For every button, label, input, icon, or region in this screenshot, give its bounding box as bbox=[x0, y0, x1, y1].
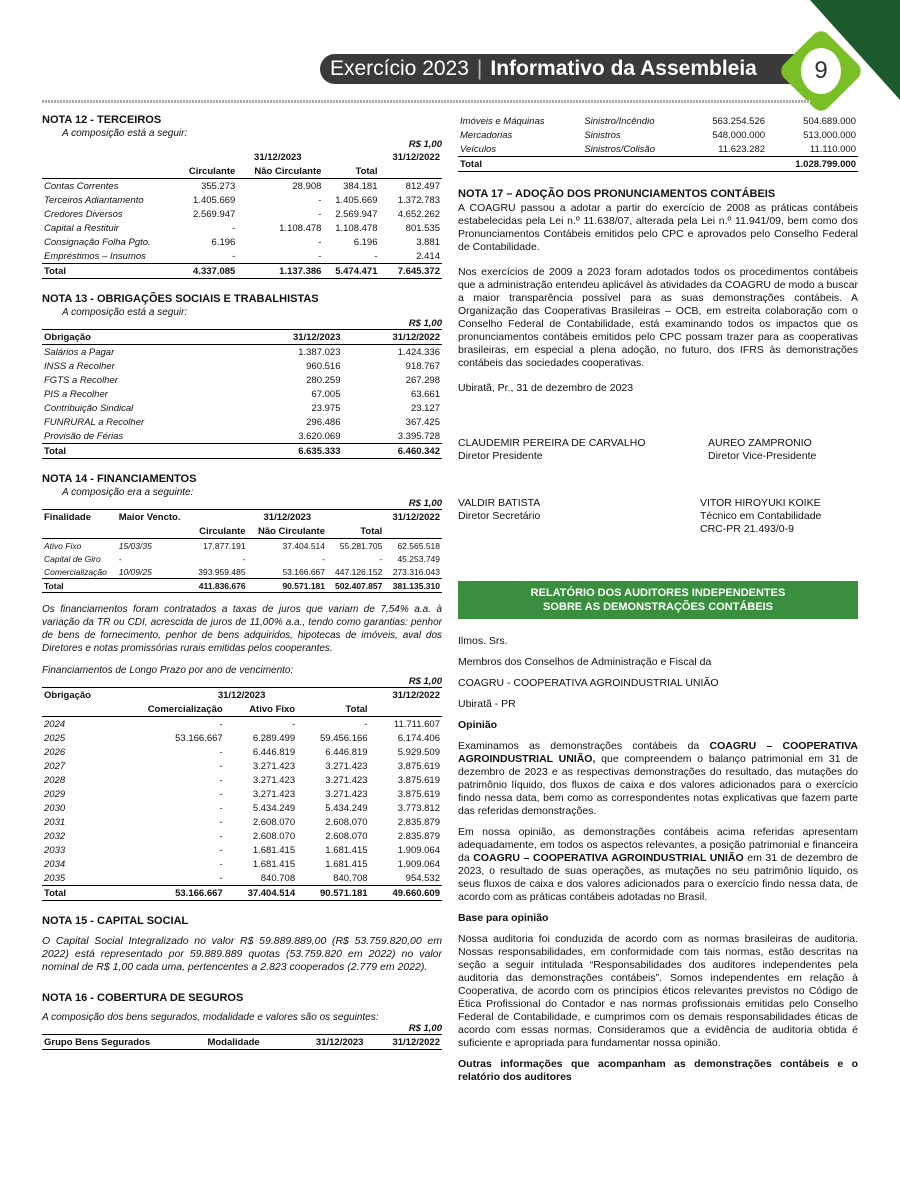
table-cell: 15/03/35 bbox=[118, 540, 152, 551]
table-row bbox=[42, 731, 442, 745]
table-cell: - bbox=[219, 760, 223, 772]
table-cell: 1.405.669 bbox=[335, 194, 378, 206]
table-cell: Imóveis e Máquinas bbox=[460, 115, 545, 127]
col-header: Total bbox=[355, 165, 378, 177]
table-cell: 67.005 bbox=[311, 388, 341, 400]
table-cell: 53.166.667 bbox=[282, 566, 325, 577]
table-cell: Sinistros/Colisão bbox=[584, 143, 655, 155]
left-column bbox=[42, 114, 442, 1050]
table-cell: Sinistro/Incêndio bbox=[584, 115, 655, 127]
table-cell: 7.645.372 bbox=[379, 264, 442, 279]
nota13-title: NOTA 13 - OBRIGAÇÕES SOCIAIS E TRABALHISTAS bbox=[42, 293, 319, 305]
table-cell: 6.196 bbox=[353, 236, 378, 248]
table-cell: 296.486 bbox=[306, 416, 341, 428]
table-cell: - bbox=[219, 788, 223, 800]
table-row bbox=[458, 142, 858, 157]
table-cell: 6.446.819 bbox=[325, 746, 368, 758]
col-header: 31/12/2023 bbox=[254, 151, 302, 163]
table-cell: 2.608.070 bbox=[325, 816, 368, 828]
table-cell: 62.565.518 bbox=[397, 540, 440, 551]
table-cell: 411.836.676 bbox=[190, 579, 247, 593]
table-cell: - bbox=[318, 236, 322, 248]
table-cell: Contribuição Sindical bbox=[44, 402, 134, 414]
table-cell: 2.608.070 bbox=[252, 816, 296, 828]
table-cell: - bbox=[219, 746, 223, 758]
table-cell: 2029 bbox=[44, 788, 66, 800]
table-cell: 11.623.282 bbox=[718, 143, 766, 155]
table-cell: 513.000.000 bbox=[803, 129, 856, 141]
table-cell: Salários a Pagar bbox=[44, 346, 115, 358]
header-exercicio: Exercício 2023 bbox=[330, 57, 469, 80]
table-cell: - bbox=[232, 222, 236, 234]
opinion-title: Opinião bbox=[458, 719, 498, 731]
table-cell: 3.271.423 bbox=[252, 788, 296, 800]
table-cell: 5.434.249 bbox=[325, 802, 368, 814]
base-text: Nossa auditoria foi conduzida de acordo com as normas brasileiras de auditoria. Nossas responsabilidades, em conformidade com tais normas, estão descritas na seção a seguir intitulada “Responsabilidades dos auditores independentes pela auditoria das demonstrações contábeis”. Somos independentes em relação à Cooperativa, de acordo com os princípios éticos relevantes previstos no Código de Ética Profissional do Contador e nas normas profissionais emitidas pelo Conselho Federal de Contabilidade, e cumprimos com os demais responsabilidades éticas de acordo com essas normas. Consideramos que a evidência de auditoria obtida é suficiente e apropriada para fundamentar nossa opinião. bbox=[458, 933, 858, 1049]
table-cell: 502.407.857 bbox=[327, 579, 384, 593]
table-cell: - bbox=[219, 802, 223, 814]
table-cell: Provisão de Férias bbox=[44, 430, 124, 442]
table-cell: 960.516 bbox=[306, 360, 341, 372]
table-row bbox=[42, 871, 442, 886]
table-cell: 2027 bbox=[44, 760, 66, 772]
table-cell: 10/09/25 bbox=[118, 566, 152, 577]
table-cell: 1.681.415 bbox=[325, 844, 368, 856]
table-cell: Total bbox=[42, 444, 243, 459]
opinion-p1: Examinamos as demonstrações contábeis da COAGRU – COOPERATIVA AGROINDUSTRIAL UNIÃO, que compreendem o balanço patrimonial em 31 de dezembro de 2023 e as respectivas demonstrações do resultado, das mutações do patrimônio líquido, dos fluxos de caixa e dos valores adicionados para o exercício findo nessa data, bem como as correspondentes notas explicativas que fazem parte das referidas demonstrações. bbox=[458, 740, 858, 817]
table-cell: 37.404.514 bbox=[282, 540, 325, 551]
nota16-title: NOTA 16 - COBERTURA DE SEGUROS bbox=[42, 992, 244, 1004]
table-cell: 504.689.000 bbox=[803, 115, 856, 127]
table-row bbox=[42, 759, 442, 773]
table-cell: 840.708 bbox=[333, 872, 368, 884]
col-header: Modalidade bbox=[207, 1036, 260, 1048]
table-cell: 273.316.043 bbox=[392, 566, 440, 577]
table-cell bbox=[582, 157, 687, 172]
table-cell: 5.474.471 bbox=[323, 264, 379, 279]
table-cell: 1.372.783 bbox=[397, 194, 440, 206]
col-header: 31/12/2022 bbox=[392, 151, 440, 163]
table-cell: 2.569.947 bbox=[193, 208, 236, 220]
table-cell: PIS a Recolher bbox=[44, 388, 108, 400]
table-cell: 447.126.152 bbox=[335, 566, 383, 577]
header-divider bbox=[42, 100, 810, 103]
table-cell: 840.708 bbox=[260, 872, 296, 884]
col-header: 31/12/2023 bbox=[292, 331, 341, 343]
col-header: Não Circulante bbox=[254, 165, 322, 177]
col-header: 31/12/2022 bbox=[392, 1036, 440, 1048]
table-cell: Sinistros bbox=[584, 129, 621, 141]
table-cell: 2032 bbox=[44, 830, 66, 842]
nota12-currency: R$ 1,00 bbox=[408, 139, 442, 150]
nota14-text: Os financiamentos foram contratados a taxas de juros que variam de 7,54% a.a. à variação da TR ou CDI, acrescida de juros de 11,00% a.a., tendo como garantias: penhor de bens de fornecimento, penhor de bens adquiridos, hipotecas de imóveis, aval dos Diretores e notas promissórias rurais emitidas pelos cooperantes. bbox=[42, 604, 442, 654]
table-cell: 1.405.669 bbox=[193, 194, 236, 206]
table-cell: Veículos bbox=[460, 143, 497, 155]
table-row bbox=[42, 221, 442, 235]
col-header: Circulante bbox=[199, 525, 246, 537]
col-header: Total bbox=[360, 525, 383, 537]
table-cell: 3.875.619 bbox=[397, 760, 440, 772]
table-cell: 3.773.812 bbox=[397, 802, 440, 814]
col-header: Não Circulante bbox=[257, 525, 325, 537]
table-row bbox=[42, 235, 442, 249]
col-header: Grupo Bens Segurados bbox=[44, 1036, 151, 1048]
nota15-title: NOTA 15 - CAPITAL SOCIAL bbox=[42, 915, 189, 927]
table-row bbox=[42, 387, 442, 401]
table-cell: 45.253.749 bbox=[397, 553, 440, 564]
table-cell: 1.028.799.000 bbox=[767, 157, 858, 172]
table-cell: 59.456.166 bbox=[320, 732, 368, 744]
auditors-members: Membros dos Conselhos de Administração e Fiscal da bbox=[458, 656, 712, 668]
auditors-banner-line1: RELATÓRIO DOS AUDITORES INDEPENDENTES bbox=[530, 587, 786, 599]
table-row bbox=[42, 345, 442, 360]
table-cell: 11.711.607 bbox=[393, 718, 440, 730]
table-cell: - bbox=[379, 553, 383, 564]
nota17-title: NOTA 17 – ADOÇÃO DOS PRONUNCIAMENTOS CONTÁBEIS bbox=[458, 188, 776, 200]
col-header: 31/12/2022 bbox=[392, 331, 440, 343]
table-cell bbox=[687, 157, 767, 172]
table-cell: 3.875.619 bbox=[397, 774, 440, 786]
table-cell: Ativo Fixo bbox=[44, 540, 82, 551]
table-row bbox=[42, 415, 442, 429]
nota16-currency: R$ 1,00 bbox=[408, 1023, 442, 1034]
table-cell: 6.446.819 bbox=[252, 746, 296, 758]
table-cell: Consignação Folha Pgto. bbox=[44, 236, 151, 248]
table-cell: 2028 bbox=[44, 774, 66, 786]
col-header: Total bbox=[345, 703, 368, 715]
table-cell: 2.835.879 bbox=[397, 830, 440, 842]
table-cell: 2026 bbox=[44, 746, 66, 758]
nota14-lp-intro: Financiamentos de Longo Prazo por ano de vencimento: bbox=[42, 665, 294, 676]
col-header: Circulante bbox=[188, 165, 236, 177]
base-title: Base para opinião bbox=[458, 912, 549, 924]
table-cell: - bbox=[318, 194, 322, 206]
table-cell: 3.271.423 bbox=[325, 760, 368, 772]
table-cell: 53.166.667 bbox=[114, 886, 225, 901]
table-cell: - bbox=[242, 553, 246, 564]
table-cell: Terceiros Adiantamento bbox=[44, 194, 144, 206]
table-row bbox=[42, 429, 442, 444]
signature-role: Diretor Secretário bbox=[458, 510, 541, 522]
table-cell: 2035 bbox=[44, 872, 66, 884]
table-cell: - bbox=[219, 830, 223, 842]
table-cell: - bbox=[318, 250, 322, 262]
table-cell: 3.395.728 bbox=[397, 430, 440, 442]
total-row bbox=[42, 579, 442, 593]
table-cell: 393.959.485 bbox=[198, 566, 246, 577]
table-cell: 1.681.415 bbox=[252, 858, 296, 870]
nota17-p2: Nos exercícios de 2009 a 2023 foram adotados todos os procedimentos contábeis que a administração entendeu aplicável às atividades da COAGRU de modo a buscar a maior transparência possível para as suas demonstrações contábeis. A Organização das Cooperativas Brasileiras – OCB, em estreita colaboração com o Conselho Federal de Contabilidade, está examinando todos os impactos que os pronunciamentos contábeis emitidos pelo CPC possam trazer para as cooperativas brasileiras, em especial a plena adoção, no futuro, dos IFRS às demonstrações contábeis das sociedades cooperativas. bbox=[458, 266, 858, 369]
table-cell: 954.532 bbox=[405, 872, 440, 884]
nota16-table bbox=[458, 114, 858, 172]
table-cell: 53.166.667 bbox=[175, 732, 223, 744]
table-row bbox=[42, 857, 442, 871]
table-row bbox=[42, 717, 442, 732]
total-row bbox=[42, 444, 442, 459]
table-cell: Total bbox=[42, 579, 117, 593]
signature-role: Técnico em Contabilidade bbox=[700, 510, 822, 522]
table-cell: 563.254.526 bbox=[712, 115, 766, 127]
header-title: Informativo da Assembleia bbox=[490, 57, 757, 80]
nota14-lp-table bbox=[42, 687, 442, 901]
signature-role: Diretor Presidente bbox=[458, 450, 543, 462]
table-row bbox=[42, 207, 442, 221]
table-cell: 2.569.947 bbox=[335, 208, 378, 220]
table-cell: 3.271.423 bbox=[252, 760, 296, 772]
auditors-banner-line2: SOBRE AS DEMONSTRAÇÕES CONTÁBEIS bbox=[542, 601, 773, 613]
table-cell: 2024 bbox=[44, 718, 66, 730]
table-cell: 4.652.262 bbox=[397, 208, 440, 220]
col-header: Comercialização bbox=[147, 703, 223, 715]
signature-role: Diretor Vice-Presidente bbox=[708, 450, 817, 462]
table-cell: 23.127 bbox=[410, 402, 440, 414]
col-header: 31/12/2023 bbox=[217, 689, 266, 701]
table-row bbox=[42, 539, 442, 553]
table-cell: Empréstimos – Insumos bbox=[44, 250, 146, 262]
table-row bbox=[42, 829, 442, 843]
table-cell: 2.835.879 bbox=[397, 816, 440, 828]
col-header: 31/12/2023 bbox=[315, 1036, 364, 1048]
table-row bbox=[42, 249, 442, 264]
header-separator: | bbox=[476, 57, 483, 80]
table-cell: Comercialização bbox=[44, 566, 107, 577]
col-header: Ativo Fixo bbox=[249, 703, 296, 715]
table-cell: - bbox=[232, 250, 236, 262]
table-cell: 1.424.336 bbox=[397, 346, 440, 358]
table-row bbox=[42, 565, 442, 579]
nota13-intro: A composição está a seguir: bbox=[62, 307, 188, 318]
table-row bbox=[42, 552, 442, 565]
table-cell: 6.196 bbox=[211, 236, 236, 248]
table-cell: 2.414 bbox=[416, 250, 440, 262]
nota14-lp-currency: R$ 1,00 bbox=[408, 676, 442, 687]
nota13-currency: R$ 1,00 bbox=[408, 318, 442, 329]
signature-name: VITOR HIROYUKI KOIKE bbox=[700, 497, 821, 509]
outras-title: Outras informações que acompanham as demonstrações contábeis e o relatório dos auditores bbox=[458, 1058, 858, 1083]
table-cell: 1.909.064 bbox=[397, 844, 440, 856]
table-cell: Credores Diversos bbox=[44, 208, 123, 220]
table-cell: 23.975 bbox=[311, 402, 341, 414]
col-header: 31/12/2023 bbox=[263, 511, 312, 523]
table-cell: 367.425 bbox=[405, 416, 440, 428]
signature-name: CLAUDEMIR PEREIRA DE CARVALHO bbox=[458, 437, 646, 449]
table-cell: - bbox=[219, 816, 223, 828]
table-cell: FUNRURAL a Recolher bbox=[44, 416, 145, 428]
table-cell: - bbox=[219, 718, 223, 730]
table-cell: - bbox=[318, 208, 322, 220]
table-cell: 55.281.705 bbox=[339, 540, 383, 551]
opinion-p2: Em nossa opinião, as demonstrações contábeis acima referidas apresentam adequadamente, em todos os aspectos relevantes, a posição patrimonial e financeira da COAGRU – COOPERATIVA AGROINDUSTRIAL UNIÃO em 31 de dezembro de 2023, o resultado de suas operações, as mutações no seu patrimônio líquido, os seus fluxos de caixa e dos valores adicionados para o exercício findo nessa data, de acordo com as práticas contábeis adotadas no Brasil. bbox=[458, 826, 858, 903]
table-cell: - bbox=[374, 250, 378, 262]
nota14-table bbox=[42, 509, 442, 593]
table-cell: - bbox=[219, 858, 223, 870]
table-row bbox=[42, 773, 442, 787]
col-header: Finalidade bbox=[44, 511, 91, 523]
table-row bbox=[458, 128, 858, 142]
table-cell: 28.908 bbox=[292, 180, 322, 192]
table-cell: 2034 bbox=[44, 858, 66, 870]
table-cell: FGTS a Recolher bbox=[44, 374, 118, 386]
table-row bbox=[42, 843, 442, 857]
col-header: Obrigação bbox=[44, 331, 91, 343]
table-row bbox=[42, 193, 442, 207]
nota16-header-table bbox=[42, 1034, 442, 1050]
nota17-place: Ubiratã, Pr., 31 de dezembro de 2023 bbox=[458, 382, 634, 394]
total-row bbox=[42, 886, 442, 901]
table-cell: Mercadorias bbox=[460, 129, 513, 141]
table-cell: 381.135.310 bbox=[384, 579, 442, 593]
signatures bbox=[458, 437, 858, 597]
col-header: 31/12/2022 bbox=[392, 689, 440, 701]
table-cell: 384.181 bbox=[343, 180, 378, 192]
table-cell: 812.497 bbox=[405, 180, 440, 192]
table-cell: 3.271.423 bbox=[325, 774, 368, 786]
table-row bbox=[458, 114, 858, 128]
nota12-table bbox=[42, 150, 442, 279]
table-cell: - bbox=[291, 718, 296, 730]
table-cell: 1.108.478 bbox=[279, 222, 322, 234]
table-cell: 1.681.415 bbox=[252, 844, 296, 856]
table-cell: 2030 bbox=[44, 802, 66, 814]
table-row bbox=[42, 745, 442, 759]
table-cell: 280.259 bbox=[306, 374, 341, 386]
total-row bbox=[458, 157, 858, 172]
table-cell: Total bbox=[42, 886, 114, 901]
auditors-greet: Ilmos. Srs. bbox=[458, 635, 508, 647]
table-cell: 6.174.406 bbox=[397, 732, 440, 744]
nota12-intro: A composição está a seguir: bbox=[62, 128, 188, 139]
table-cell: 267.298 bbox=[405, 374, 440, 386]
table-cell: 2031 bbox=[44, 816, 66, 828]
table-cell: 2.608.070 bbox=[252, 830, 296, 842]
table-cell: 90.571.181 bbox=[297, 886, 369, 901]
table-cell: 1.137.386 bbox=[237, 264, 323, 279]
table-cell: Total bbox=[458, 157, 582, 172]
page-number: 9 bbox=[801, 48, 841, 94]
signature-crc: CRC-PR 21.493/0-9 bbox=[700, 523, 794, 535]
table-cell: Contas Correntes bbox=[44, 180, 119, 192]
table-cell: 2025 bbox=[44, 732, 66, 744]
table-cell: - bbox=[219, 872, 223, 884]
total-row bbox=[42, 264, 442, 279]
table-cell: 6.635.333 bbox=[243, 444, 342, 459]
table-cell: Total bbox=[42, 264, 176, 279]
table-cell: 90.571.181 bbox=[248, 579, 327, 593]
table-cell: 3.881 bbox=[416, 236, 440, 248]
table-row bbox=[42, 815, 442, 829]
table-cell: 2033 bbox=[44, 844, 66, 856]
table-cell: 6.289.499 bbox=[252, 732, 296, 744]
table-cell: Capital a Restituir bbox=[44, 222, 119, 234]
table-cell: 4.337.085 bbox=[176, 264, 237, 279]
table-cell: 1.909.064 bbox=[397, 858, 440, 870]
table-cell: 3.875.619 bbox=[397, 788, 440, 800]
nota14-intro: A composição era a seguinte: bbox=[62, 487, 194, 498]
table-cell: 1.108.478 bbox=[335, 222, 378, 234]
signature-name: AUREO ZAMPRONIO bbox=[708, 437, 812, 449]
table-cell: - bbox=[219, 844, 223, 856]
table-row bbox=[42, 801, 442, 815]
table-cell: 5.929.509 bbox=[397, 746, 440, 758]
nota14-currency: R$ 1,00 bbox=[408, 498, 442, 509]
table-cell: - bbox=[219, 774, 223, 786]
nota17-p1: A COAGRU passou a adotar a partir do exercício de 2008 as práticas contábeis estabelecidas pela Lei n.º 11.638/07, alterada pela Lei n.º 11.941/09, bem como dos Pronunciamentos Contábeis emitidos pelo CPC e aprovados pelo Conselho Federal de Contabilidade. bbox=[458, 202, 858, 253]
page-header bbox=[320, 54, 820, 84]
table-cell: 3.271.423 bbox=[252, 774, 296, 786]
table-row bbox=[42, 179, 442, 194]
table-cell: 11.110.000 bbox=[809, 143, 856, 155]
nota14-title: NOTA 14 - FINANCIAMENTOS bbox=[42, 473, 197, 485]
col-header: Maior Vencto. bbox=[118, 511, 181, 523]
table-row bbox=[42, 373, 442, 387]
table-cell: 548.000.000 bbox=[712, 129, 766, 141]
table-cell: 355.273 bbox=[200, 180, 236, 192]
table-cell: - bbox=[364, 718, 368, 730]
signature-name: VALDIR BATISTA bbox=[458, 497, 541, 509]
table-cell: 17.877.191 bbox=[203, 540, 246, 551]
table-row bbox=[42, 359, 442, 373]
table-cell: 37.404.514 bbox=[225, 886, 297, 901]
col-header: Obrigação bbox=[44, 689, 91, 701]
table-cell: 3.271.423 bbox=[325, 788, 368, 800]
nota16-intro: A composição dos bens segurados, modalidade e valores são os seguintes: bbox=[42, 1012, 379, 1023]
table-cell: 918.767 bbox=[405, 360, 440, 372]
table-cell: 801.535 bbox=[405, 222, 440, 234]
table-cell: - bbox=[118, 553, 122, 564]
right-column bbox=[458, 114, 858, 1084]
table-row bbox=[42, 401, 442, 415]
col-header: 31/12/2022 bbox=[392, 511, 440, 523]
table-cell: 3.620.069 bbox=[298, 430, 341, 442]
nota13-table bbox=[42, 329, 442, 459]
table-cell: Capital de Giro bbox=[44, 553, 101, 564]
table-cell bbox=[117, 579, 191, 593]
auditors-city: Ubiratã - PR bbox=[458, 698, 516, 710]
nota12-title: NOTA 12 - TERCEIROS bbox=[42, 114, 162, 126]
table-row bbox=[42, 787, 442, 801]
auditors-company: COAGRU - COOPERATIVA AGROINDUSTRIAL UNIÃO bbox=[458, 677, 719, 689]
table-cell: 49.660.609 bbox=[370, 886, 442, 901]
table-cell: 1.681.415 bbox=[325, 858, 368, 870]
table-cell: 5.434.249 bbox=[252, 802, 296, 814]
table-cell: 63.661 bbox=[410, 388, 440, 400]
table-cell: - bbox=[322, 553, 325, 564]
table-cell: 6.460.342 bbox=[342, 444, 442, 459]
table-cell: 1.387.023 bbox=[298, 346, 341, 358]
table-cell: 2.608.070 bbox=[325, 830, 368, 842]
table-cell: INSS a Recolher bbox=[44, 360, 115, 372]
nota15-text: O Capital Social Integralizado no valor R$ 59.889.889,00 (R$ 53.759.820,00 em 2022) está representado por 59.889.889 quotas (53.759.820 em 2022) no valor nominal de R$ 1,00 cada uma, pertencentes a 2.823 cooperados (2.779 em 2022). bbox=[42, 935, 442, 973]
